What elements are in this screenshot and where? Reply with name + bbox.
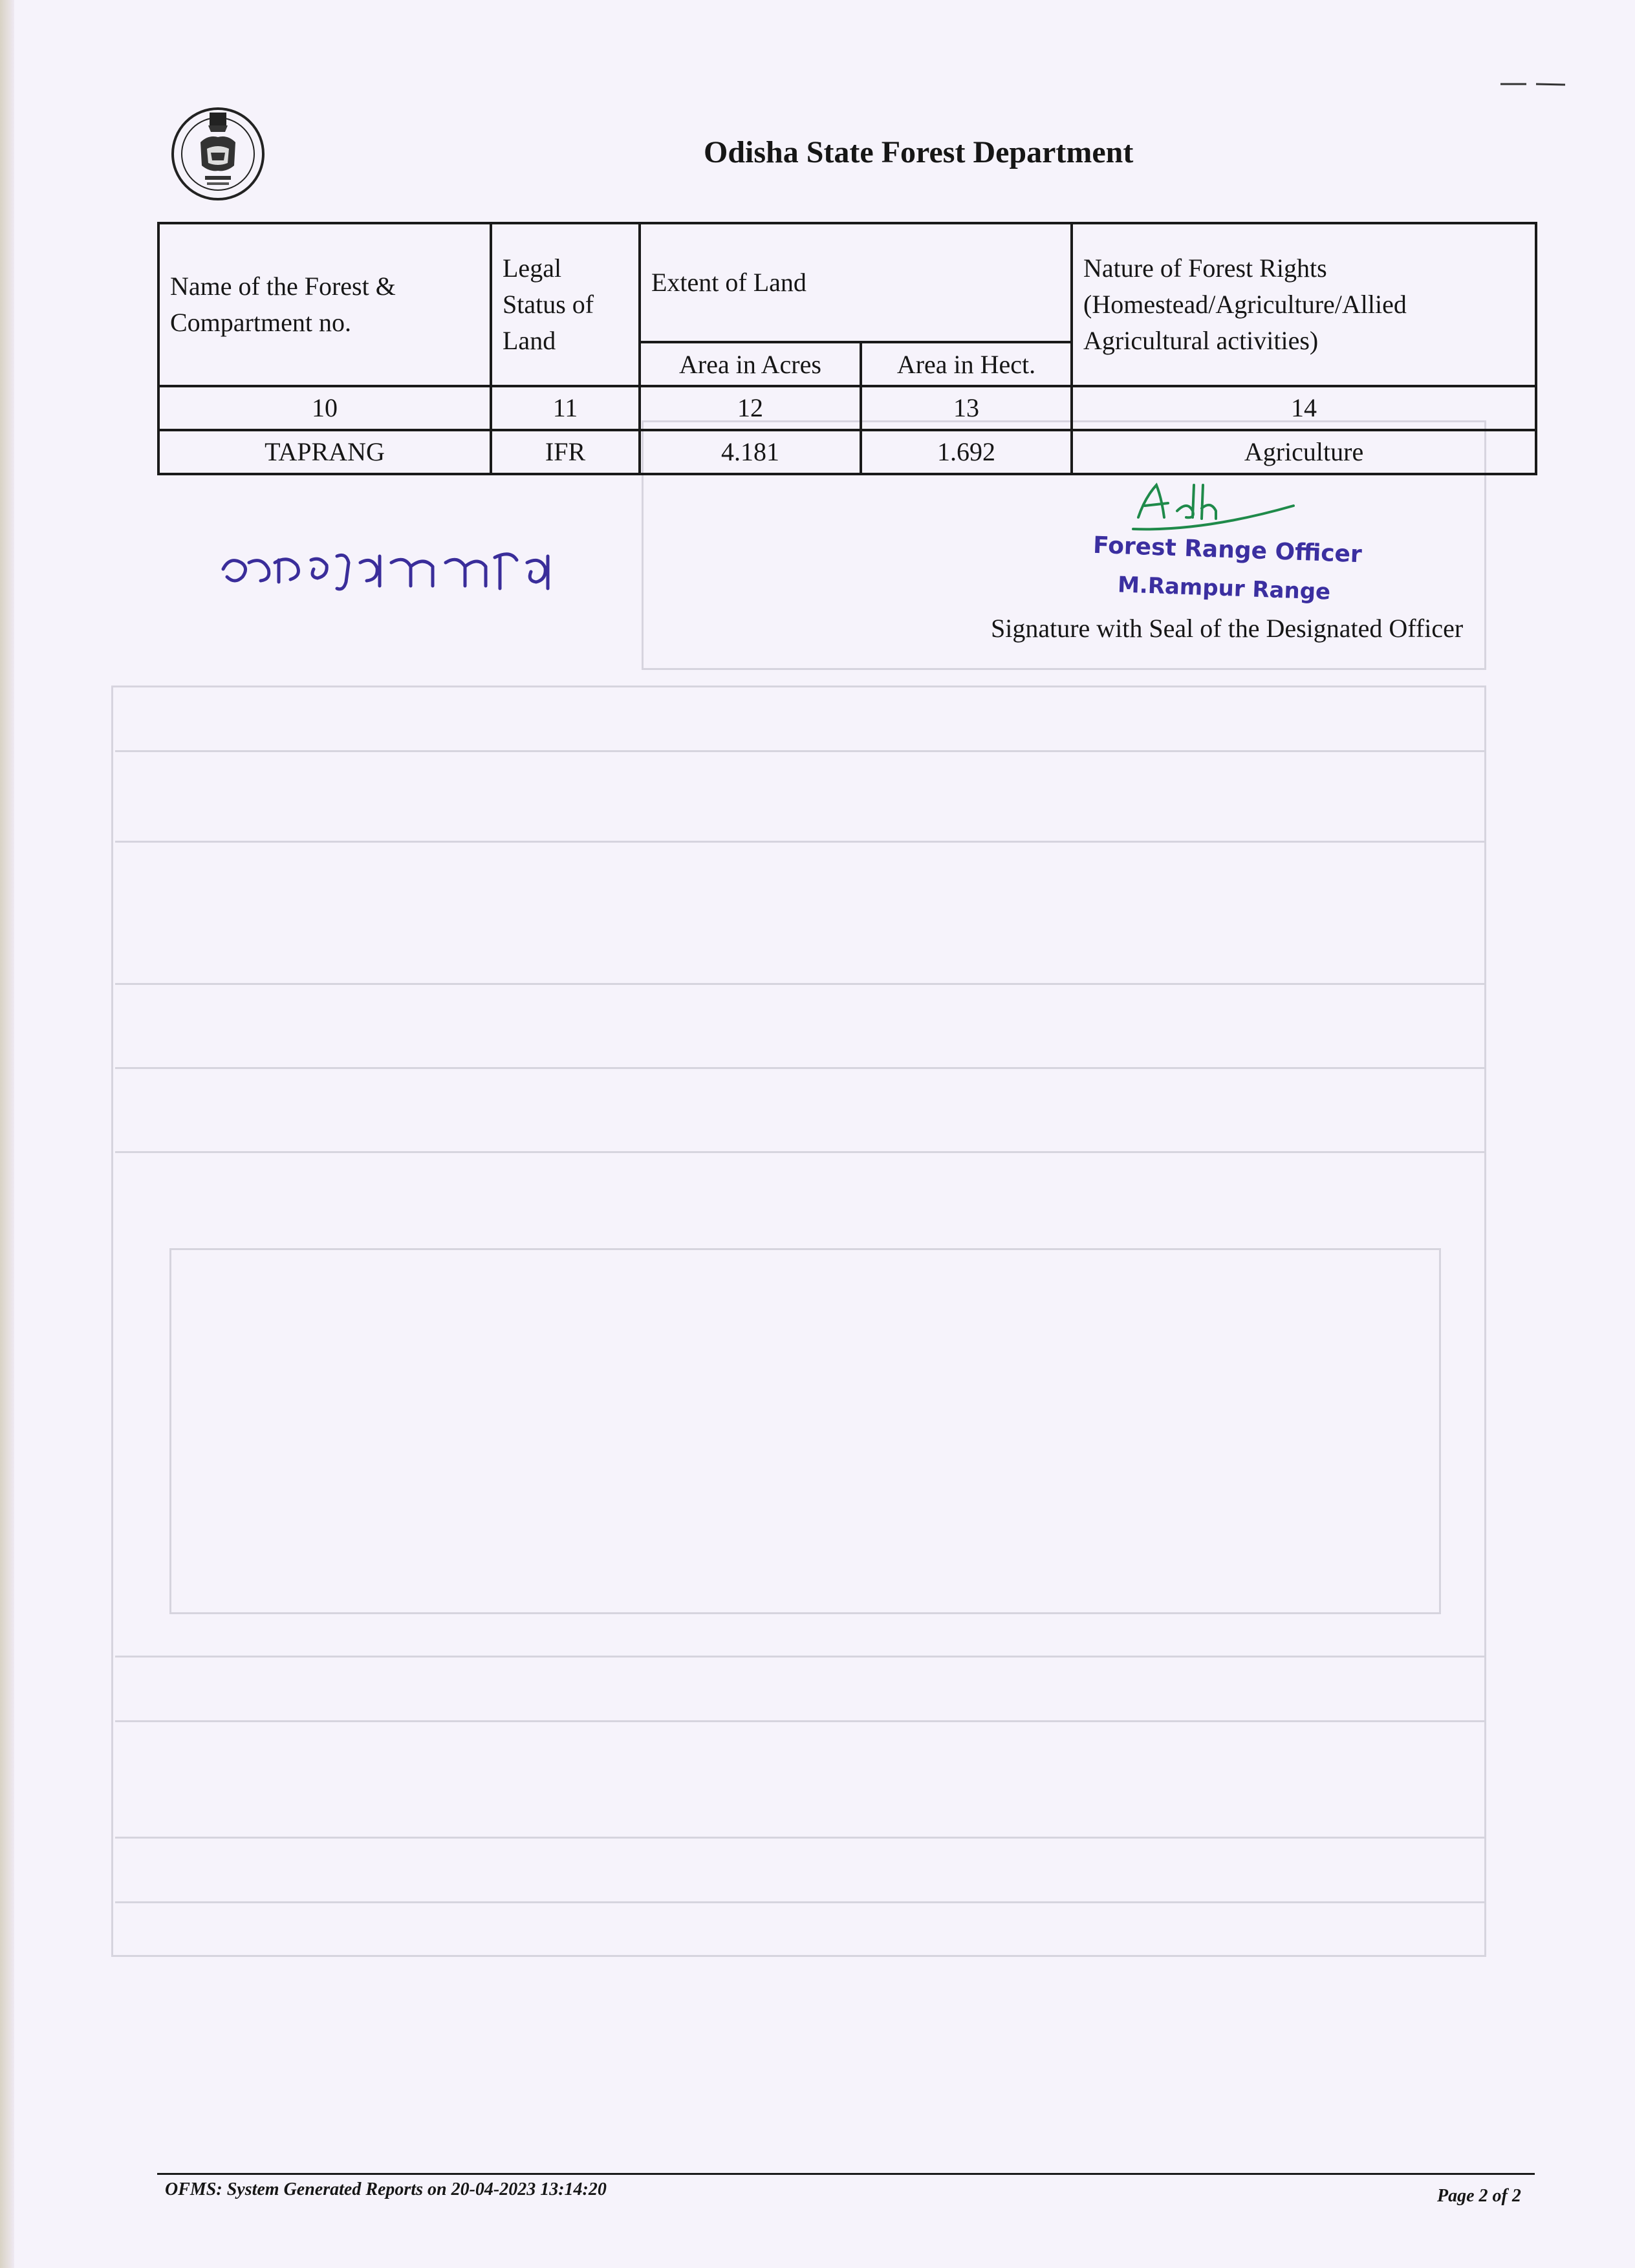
cell-area-hect: 1.692 (861, 430, 1072, 474)
cell-forest-name: TAPRANG (158, 430, 491, 474)
paper-edge (0, 0, 14, 2268)
header-nature-of-rights: Nature of Forest Rights (Homestead/Agriculture/Allied Agricultural activities) (1072, 223, 1536, 386)
table-row (158, 430, 1536, 474)
header-area-hect: Area in Hect. (861, 342, 1072, 386)
column-number: 13 (861, 386, 1072, 430)
seal-range: M.Rampur Range (1117, 572, 1331, 605)
column-number: 10 (158, 386, 491, 430)
column-number-row (158, 386, 1536, 430)
cell-area-acres: 4.181 (640, 430, 861, 474)
handwritten-note (217, 537, 579, 601)
footer-divider (157, 2173, 1535, 2175)
header-area-acres: Area in Acres (640, 342, 861, 386)
footer-report-timestamp: OFMS: System Generated Reports on 20-04-2023 13:14:20 (165, 2179, 607, 2199)
column-number: 14 (1072, 386, 1536, 430)
officer-signature (1125, 472, 1306, 537)
records-of-rights-table (157, 222, 1537, 475)
column-number: 12 (640, 386, 861, 430)
column-number: 11 (491, 386, 640, 430)
corner-pen-mark (1500, 81, 1565, 87)
table-header-row (158, 223, 1536, 342)
seal-designation: Forest Range Officer (1092, 532, 1363, 568)
cell-nature-of-rights: Agriculture (1072, 430, 1536, 474)
signature-caption: Signature with Seal of the Designated Officer (991, 614, 1464, 643)
header-forest-name: Name of the Forest & Compartment no. (158, 223, 491, 386)
page-number: Page 2 of 2 (1437, 2186, 1521, 2206)
page-title: Odisha State Forest Department (704, 135, 1134, 169)
header-legal-status: Legal Status of Land (491, 223, 640, 386)
header-extent-of-land: Extent of Land (640, 223, 1072, 342)
odisha-emblem-logo (169, 103, 266, 207)
cell-legal-status: IFR (491, 430, 640, 474)
